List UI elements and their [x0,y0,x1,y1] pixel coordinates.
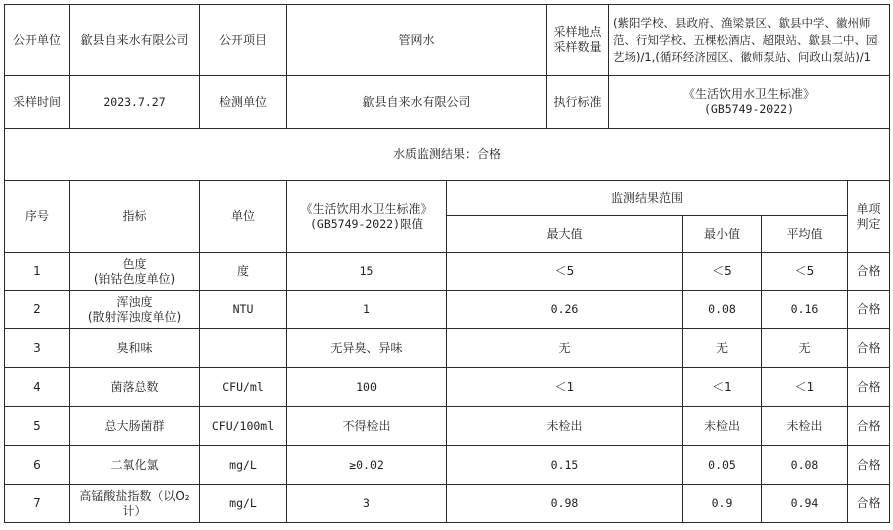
row-unit: CFU/ml [200,368,287,407]
row-limit: ≥0.02 [287,446,447,485]
row-judge: 合格 [848,368,890,407]
col-max: 最大值 [447,216,683,253]
row-min: 未检出 [683,407,762,446]
row-unit [200,329,287,368]
row-max: ＜5 [447,253,683,291]
row-unit: 度 [200,253,287,291]
row-max: 无 [447,329,683,368]
header-row-1 [5,5,890,76]
row-seq: 4 [5,368,70,407]
row-judge: 合格 [848,291,890,329]
row-item-line-1: 色度 [122,256,147,271]
row-limit: 不得检出 [287,407,447,446]
col-judge: 单项判定 [848,181,890,253]
row-unit: NTU [200,291,287,329]
row-unit: mg/L [200,485,287,523]
col-avg: 平均值 [762,216,848,253]
overall-result: 水质监测结果：合格 [5,129,890,181]
row-unit: mg/L [200,446,287,485]
table-row [5,291,890,329]
table-row [5,446,890,485]
row-judge: 合格 [848,446,890,485]
row-avg: 未检出 [762,407,848,446]
row-judge: 合格 [848,407,890,446]
row-min: 0.9 [683,485,762,523]
sampling-time-label: 采样时间 [5,76,70,129]
row-item: 总大肠菌群 [70,407,200,446]
header-row-2 [5,76,890,129]
row-item-line-1: 高锰酸盐指数（以O₂ [79,488,190,503]
row-item-line-2: (散射浑浊度单位) [87,309,182,324]
standard-code: (GB5749-2022) [703,102,794,116]
publisher-label: 公开单位 [5,5,70,76]
table-row [5,407,890,446]
table-row [5,368,890,407]
standard-name: 《生活饮用水卫生标准》 [682,87,815,101]
row-item-line-1: 浑浊度 [116,294,153,309]
col-seq: 序号 [5,181,70,253]
project-label: 公开项目 [200,5,287,76]
row-avg: 0.94 [762,485,848,523]
col-limit-line-1: 《生活饮用水卫生标准》 [300,201,433,216]
table-row [5,329,890,368]
col-limit [287,181,447,253]
row-item-line-2: 计） [122,503,147,518]
row-seq: 1 [5,253,70,291]
row-seq: 6 [5,446,70,485]
publisher-value: 歙县自来水有限公司 [70,5,200,76]
row-seq: 3 [5,329,70,368]
standard-value [609,76,890,129]
row-seq: 2 [5,291,70,329]
row-min: ＜1 [683,368,762,407]
row-min: ＜5 [683,253,762,291]
row-avg: 0.16 [762,291,848,329]
row-avg: ＜1 [762,368,848,407]
row-limit: 100 [287,368,447,407]
row-avg: 0.08 [762,446,848,485]
row-item-line-2: (铂钴色度单位) [93,271,176,286]
row-max: 0.98 [447,485,683,523]
row-item: 菌落总数 [70,368,200,407]
row-judge: 合格 [848,253,890,291]
water-quality-table [4,4,890,523]
row-seq: 5 [5,407,70,446]
row-limit: 1 [287,291,447,329]
row-item: 臭和味 [70,329,200,368]
sampling-time-value: 2023.7.27 [70,76,200,129]
sample-location-label: 采样地点 [553,25,602,39]
row-unit: CFU/100ml [200,407,287,446]
row-seq: 7 [5,485,70,523]
row-limit: 15 [287,253,447,291]
sample-count-label: 采样数量 [553,40,602,54]
row-item [70,485,200,523]
table-row [5,485,890,523]
project-value: 管网水 [287,5,547,76]
row-min: 0.05 [683,446,762,485]
row-max: 未检出 [447,407,683,446]
col-unit: 单位 [200,181,287,253]
row-max: 0.15 [447,446,683,485]
column-header-row-1 [5,181,890,216]
standard-label: 执行标准 [547,76,609,129]
row-avg: ＜5 [762,253,848,291]
row-judge: 合格 [848,485,890,523]
col-min: 最小值 [683,216,762,253]
row-min: 0.08 [683,291,762,329]
row-max: 0.26 [447,291,683,329]
row-max: ＜1 [447,368,683,407]
testing-unit-label: 检测单位 [200,76,287,129]
testing-unit-value: 歙县自来水有限公司 [287,76,547,129]
row-limit: 无异臭、异味 [287,329,447,368]
col-item: 指标 [70,181,200,253]
row-limit: 3 [287,485,447,523]
row-judge: 合格 [848,329,890,368]
table-row [5,253,890,291]
row-avg: 无 [762,329,848,368]
result-row [5,129,890,181]
row-item [70,291,200,329]
row-item: 二氧化氯 [70,446,200,485]
sample-locations-value: (紫阳学校、县政府、渔梁景区、歙县中学、徽州师范、行知学校、五棵松酒店、超限站、歙县二中、园艺场)/1,(循环经济园区、徽师泵站、问政山泵站)/1 [609,5,890,76]
col-range: 监测结果范围 [447,181,848,216]
row-min: 无 [683,329,762,368]
row-item [70,253,200,291]
sample-labels [547,5,609,76]
col-limit-line-2: (GB5749-2022)限值 [309,216,423,231]
